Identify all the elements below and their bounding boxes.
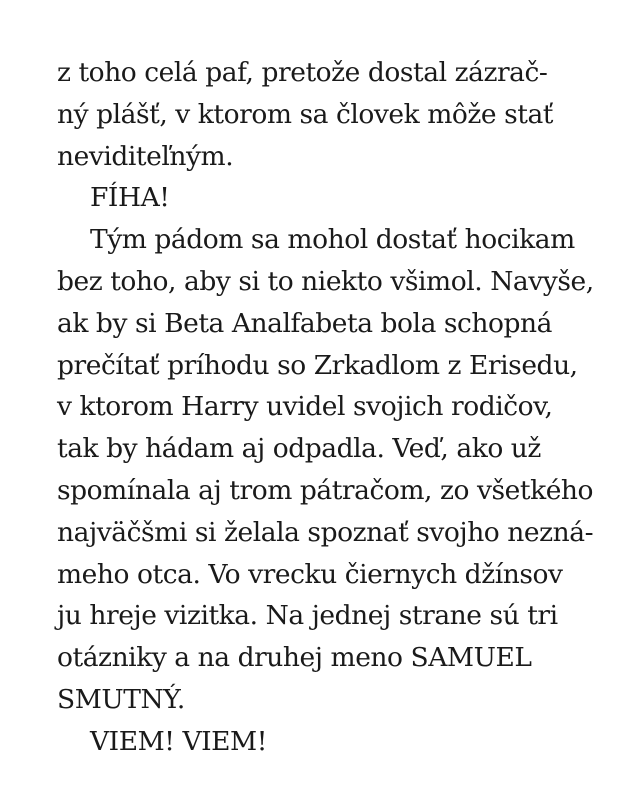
body-text <box>57 52 617 763</box>
text-line: meho otca. Vo vrecku čiernych džínsov <box>57 558 563 590</box>
text-line: FÍHA! <box>90 182 170 214</box>
text-line: prečítať príhodu so Zrkadlom z Erisedu, <box>57 349 578 381</box>
text-line: VIEM! VIEM! <box>90 725 267 757</box>
text-line: tak by hádam aj odpadla. Veď, ako už <box>57 433 541 465</box>
text-line: bez toho, aby si to niekto všimol. Navyše, <box>57 265 594 297</box>
text-line: z toho celá paf, pretože dostal zázrač- <box>57 57 548 88</box>
text-line: spomínala aj trom pátračom, zo všetkého <box>57 474 594 506</box>
text-line: Tým pádom sa mohol dostať hocikam <box>90 224 575 256</box>
text-line: ak by si Beta Analfabeta bola schopná <box>57 307 553 339</box>
text-line: ju hreje vizitka. Na jednej strane sú tri <box>57 600 558 632</box>
text-line: otázniky a na druhej meno SAMUEL <box>57 642 532 674</box>
text-line: najväčšmi si želala spoznať svojho nezná- <box>57 516 594 548</box>
text-line: v ktorom Harry uvidel svojich rodičov, <box>57 391 553 423</box>
text-line: SMUTNÝ. <box>57 683 185 715</box>
text-line: ný plášť, v ktorom sa človek môže stať <box>57 98 554 130</box>
text-line: neviditeľným. <box>57 140 234 172</box>
